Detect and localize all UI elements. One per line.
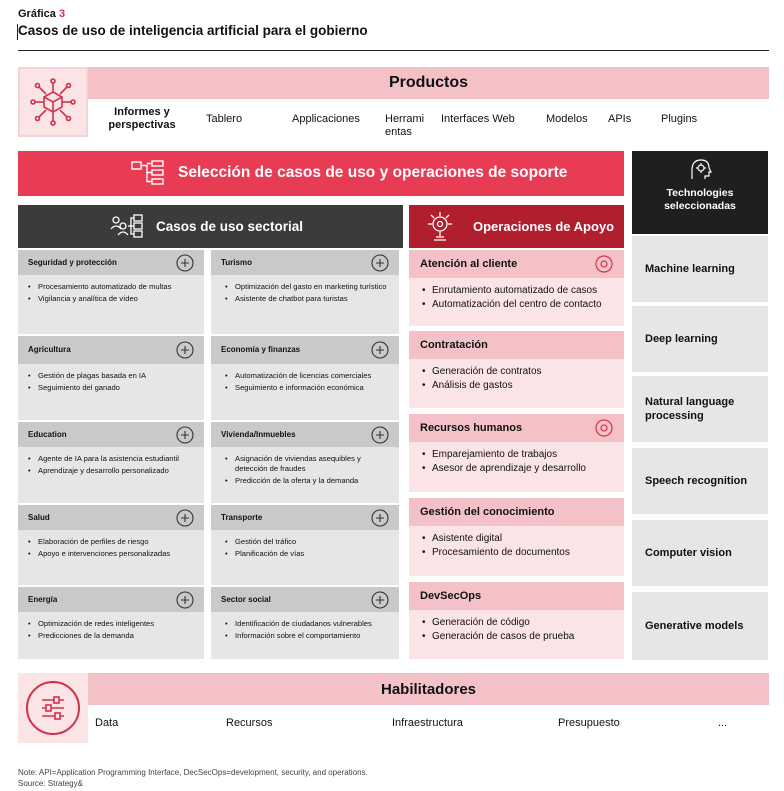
sector-item: • Asignación de viviendas asequibles y detección de fraudes bbox=[225, 454, 389, 474]
seleccion-title: Selección de casos de uso y operaciones de soporte bbox=[178, 164, 568, 181]
technology-label: Generative models bbox=[645, 620, 744, 632]
technology-label: Deep learning bbox=[645, 333, 718, 345]
sector-body bbox=[211, 530, 399, 585]
ops-item: • Generación de código bbox=[422, 616, 622, 630]
ops-group bbox=[409, 582, 624, 659]
energy-icon bbox=[174, 589, 196, 611]
community-icon bbox=[369, 589, 391, 611]
sector-item: • Planificación de vías bbox=[225, 549, 389, 559]
headset-icon bbox=[593, 253, 615, 275]
figure-title: Casos de uso de inteligencia artificial para el gobierno bbox=[18, 23, 368, 38]
sector-header bbox=[18, 505, 204, 530]
sector-title: Vivienda/Inmuebles bbox=[221, 430, 296, 439]
sector-body bbox=[211, 612, 399, 659]
enabler-item: Recursos bbox=[226, 717, 273, 729]
product-item: Tablero bbox=[206, 113, 243, 125]
hierarchy-icon bbox=[130, 159, 166, 187]
ai-brain-icon bbox=[424, 210, 456, 242]
ops-group-title: Contratación bbox=[420, 339, 488, 351]
technology-item bbox=[632, 520, 768, 586]
sector-header bbox=[211, 250, 399, 275]
sector-body bbox=[18, 530, 204, 585]
product-item: Modelos bbox=[546, 113, 588, 125]
sector-item: • Vigilancia y analítica de vídeo bbox=[28, 294, 194, 304]
sector-item: • Asistente de chatbot para turistas bbox=[225, 294, 389, 304]
technology-label: Natural language processing bbox=[645, 396, 735, 422]
ops-item: • Análisis de gastos bbox=[422, 379, 622, 393]
sliders-icon bbox=[26, 681, 80, 735]
sector-item: • Procesamiento automatizado de multas bbox=[28, 282, 194, 292]
ops-group-title: Recursos humanos bbox=[420, 422, 523, 434]
sectorial-title: Casos de uso sectorial bbox=[156, 219, 304, 234]
sector-body bbox=[211, 275, 399, 334]
product-item: Applicaciones bbox=[292, 113, 360, 125]
technologies-title: Technologies seleccionadas bbox=[664, 187, 736, 212]
sector-title: Energía bbox=[28, 595, 58, 604]
title-rule bbox=[18, 50, 769, 51]
sector-title: Education bbox=[28, 430, 67, 439]
sector-header bbox=[18, 587, 204, 612]
sector-body bbox=[18, 364, 204, 420]
figure-label: Gráfica 3 bbox=[18, 8, 66, 20]
ops-group bbox=[409, 250, 624, 326]
product-item: APIs bbox=[608, 113, 632, 125]
finance-chart-icon bbox=[369, 339, 391, 361]
sector-header bbox=[211, 422, 399, 447]
technology-item bbox=[632, 236, 768, 302]
productos-icon-box bbox=[18, 67, 88, 137]
sector-item: • Seguimiento e información económica bbox=[225, 383, 389, 393]
ops-group-header bbox=[409, 414, 624, 442]
seleccion-banner bbox=[18, 151, 624, 196]
house-hand-icon bbox=[369, 424, 391, 446]
ops-item: • Asesor de aprendizaje y desarrollo bbox=[422, 462, 622, 476]
ops-item: • Enrutamiento automatizado de casos bbox=[422, 284, 622, 298]
ops-item: • Emparejamiento de trabajos bbox=[422, 448, 622, 462]
product-item: Herrami entas bbox=[385, 113, 425, 138]
cube-network-icon bbox=[28, 77, 78, 127]
sector-title: Agricultura bbox=[28, 345, 71, 354]
sector-item: • Apoyo e intervenciones personalizadas bbox=[28, 549, 194, 559]
sector-item: • Optimización del gasto en marketing turístico bbox=[225, 282, 389, 292]
people-network-icon bbox=[110, 213, 144, 239]
enabler-item: Data bbox=[95, 717, 119, 729]
technology-item bbox=[632, 376, 768, 442]
source-note: Source: Strategy& bbox=[18, 779, 83, 788]
ops-item: • Generación de contratos bbox=[422, 365, 622, 379]
sector-item: • Seguimiento del ganado bbox=[28, 383, 194, 393]
gear-person-icon bbox=[593, 417, 615, 439]
product-item: Plugins bbox=[661, 113, 698, 125]
ops-group bbox=[409, 498, 624, 576]
sector-item: • Predicciones de la demanda bbox=[28, 631, 194, 641]
sector-header bbox=[211, 587, 399, 612]
sector-item: • Automatización de licencias comerciales bbox=[225, 371, 389, 381]
ops-group-header bbox=[409, 250, 624, 278]
travel-icon bbox=[369, 252, 391, 274]
sector-item: • Gestión del tráfico bbox=[225, 537, 389, 547]
ops-group-header bbox=[409, 331, 624, 359]
technology-item bbox=[632, 448, 768, 514]
sector-body bbox=[211, 364, 399, 420]
heart-hands-icon bbox=[174, 507, 196, 529]
productos-items bbox=[88, 99, 769, 139]
sector-header bbox=[18, 250, 204, 275]
sector-header bbox=[18, 336, 204, 364]
sector-item: • Agente de IA para la asistencia estudiantil bbox=[28, 454, 194, 464]
ops-group-title: Atención al cliente bbox=[420, 258, 518, 270]
ops-group bbox=[409, 414, 624, 492]
ai-head-icon bbox=[686, 155, 714, 183]
footnote: Note: API=Application Programming Interface, DecSecOps=development, security, and operations. bbox=[18, 768, 368, 777]
enabler-item: ... bbox=[718, 717, 728, 729]
product-item: Interfaces Web bbox=[441, 113, 515, 125]
enabler-item: Infraestructura bbox=[392, 717, 463, 729]
sector-title: Seguridad y protección bbox=[28, 258, 117, 267]
sector-body bbox=[211, 447, 399, 503]
ops-group-title: Gestión del conocimiento bbox=[420, 506, 555, 518]
sector-header bbox=[211, 336, 399, 364]
ops-group-title: DevSecOps bbox=[420, 590, 482, 602]
sector-item: • Gestión de plagas basada en IA bbox=[28, 371, 194, 381]
sector-item: • Información sobre el comportamiento bbox=[225, 631, 389, 641]
operaciones-header bbox=[409, 205, 624, 248]
sector-header bbox=[18, 422, 204, 447]
sector-title: Salud bbox=[28, 513, 50, 522]
sector-item: • Elaboración de perfiles de riesgo bbox=[28, 537, 194, 547]
ops-item: • Automatización del centro de contacto bbox=[422, 298, 622, 312]
technology-label: Speech recognition bbox=[645, 475, 748, 487]
plant-hand-icon bbox=[174, 339, 196, 361]
technology-item bbox=[632, 306, 768, 372]
habilitadores-icon-box bbox=[18, 673, 88, 743]
habilitadores-title: Habilitadores bbox=[88, 673, 769, 705]
product-item: Informes y perspectivas bbox=[108, 106, 176, 131]
enabler-item: Presupuesto bbox=[558, 717, 620, 729]
ops-group-header bbox=[409, 498, 624, 526]
technology-label: Computer vision bbox=[645, 547, 732, 559]
sector-item: • Optimización de redes inteligentes bbox=[28, 619, 194, 629]
sector-item: • Predicción de la oferta y la demanda bbox=[225, 476, 389, 486]
graduation-cap-icon bbox=[174, 424, 196, 446]
truck-icon bbox=[369, 507, 391, 529]
sectorial-header bbox=[18, 205, 403, 248]
technology-item bbox=[632, 592, 768, 660]
ops-item: • Generación de casos de prueba bbox=[422, 630, 622, 644]
sector-body bbox=[18, 612, 204, 659]
habilitadores-items bbox=[88, 705, 769, 743]
technologies-header bbox=[632, 151, 768, 234]
productos-title: Productos bbox=[88, 67, 769, 99]
sector-header bbox=[211, 505, 399, 530]
ops-item: • Procesamiento de documentos bbox=[422, 546, 622, 560]
sector-body bbox=[18, 447, 204, 503]
sector-title: Turismo bbox=[221, 258, 252, 267]
sector-title: Economía y finanzas bbox=[221, 345, 301, 354]
lock-icon bbox=[174, 252, 196, 274]
sector-title: Sector social bbox=[221, 595, 271, 604]
ops-group-header bbox=[409, 582, 624, 610]
ops-group bbox=[409, 331, 624, 408]
sector-item: • Aprendizaje y desarrollo personalizado bbox=[28, 466, 194, 476]
operaciones-title: Operaciones de Apoyo bbox=[473, 219, 615, 234]
ops-item: • Asistente digital bbox=[422, 532, 622, 546]
technology-label: Machine learning bbox=[645, 263, 735, 275]
sector-body bbox=[18, 275, 204, 334]
sector-item: • Identificación de ciudadanos vulnerables bbox=[225, 619, 389, 629]
sector-title: Transporte bbox=[221, 513, 263, 522]
